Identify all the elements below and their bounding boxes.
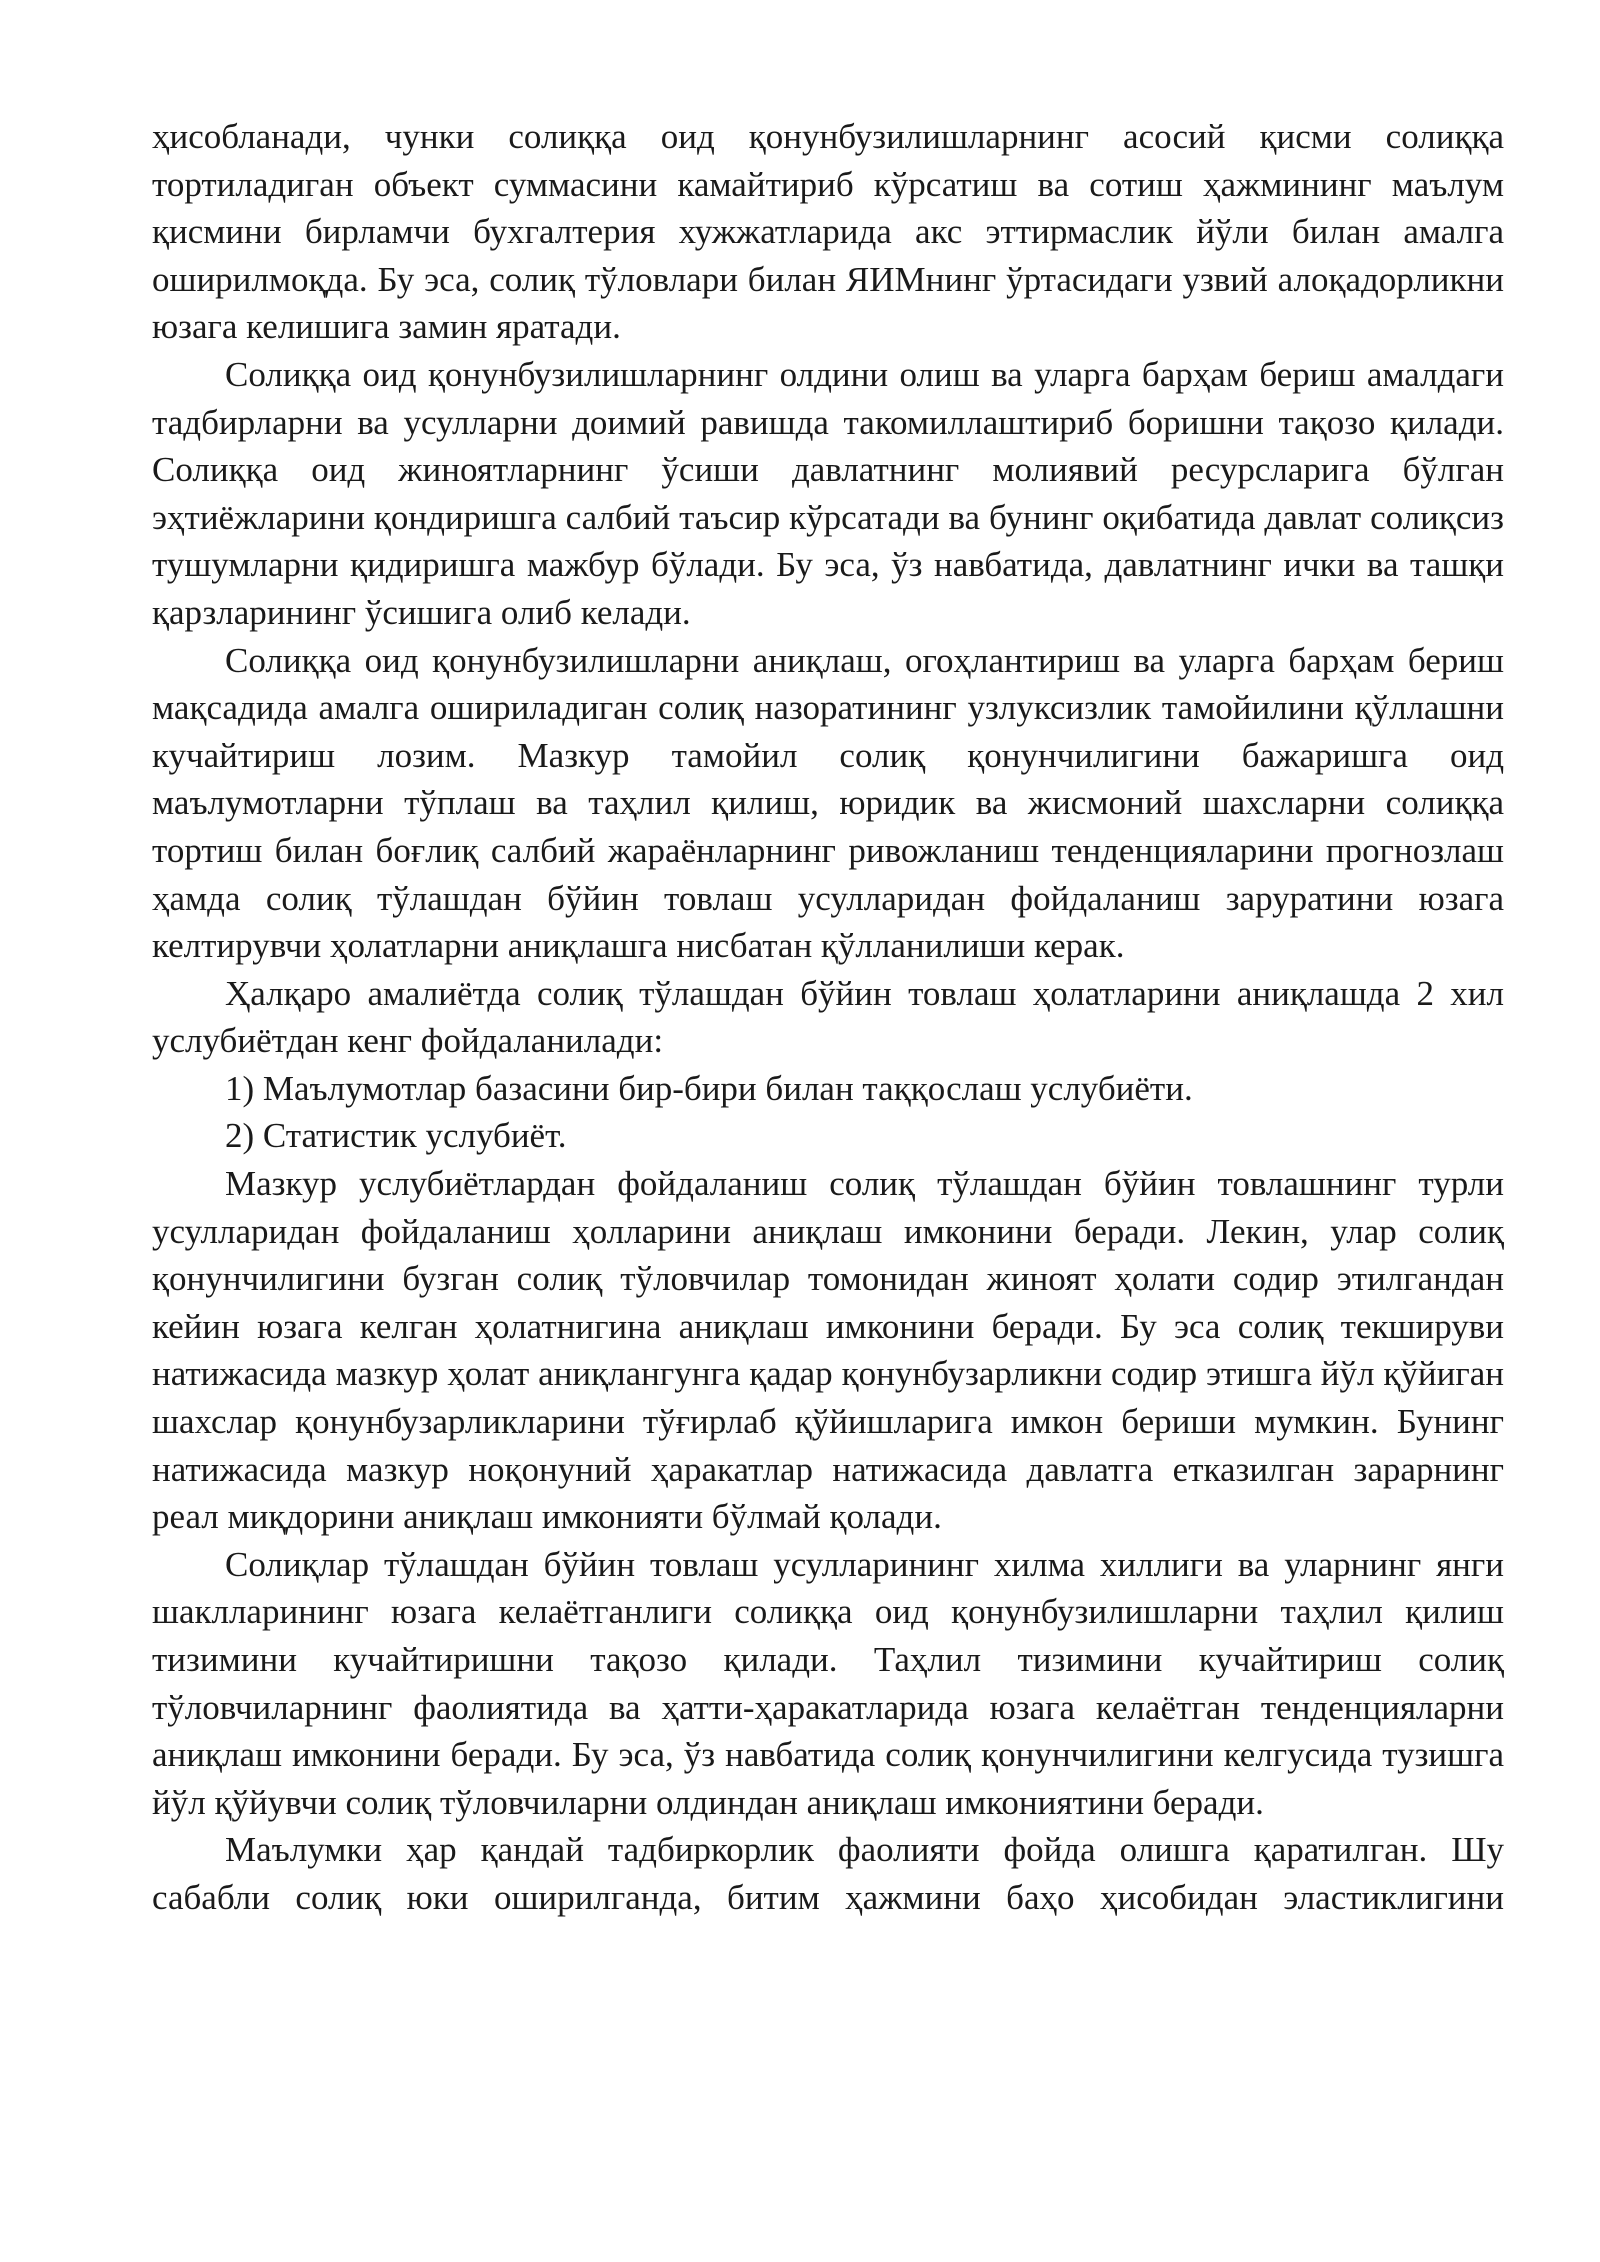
document-body	[152, 113, 1504, 1922]
list-item-2: 2) Статистик услубиёт.	[225, 1116, 567, 1156]
paragraph-1: ҳисобланади, чунки солиққа оид қонунбузилишларнинг асосий қисми солиққа тортиладиган объект суммасини камайтириб кўрсатиш ва сотиш ҳажмининг маълум қисмини бирламчи бухгалтерия хужжатларида акс эттирмаслик йўли билан амалга оширилмоқда. Бу эса, солиқ тўловлари билан ЯИМнинг ўртасидаги узвий алоқадорликни юзага келишига замин яратади.	[152, 117, 1504, 347]
paragraph-5: Мазкур услубиётлардан фойдаланиш солиқ тўлашдан бўйин товлашнинг турли усулларидан фойдаланиш ҳолларини аниқлаш имконини беради. Лекин, улар солиқ қонунчилигини бузган солиқ тўловчилар томонидан жиноят ҳолати содир этилгандан кейин юзага келган ҳолатнигина аниқлаш имконини беради. Бу эса солиқ текшируви натижасида мазкур ҳолат аниқлангунга қадар қонунбузарликни содир этишга йўл қўйиган шахслар қонунбузарликларини тўғирлаб қўйишларига имкон бериши мумкин. Бунинг натижасида мазкур ноқонуний ҳаракатлар натижасида давлатга етказилган зарарнинг реал миқдорини аниқлаш имконияти бўлмай қолади.	[152, 1164, 1504, 1537]
list-item-1: 1) Маълумотлар базасини бир-бири билан таққослаш услубиёти.	[225, 1068, 1193, 1108]
paragraph-3: Солиққа оид қонунбузилишларни аниқлаш, огоҳлантириш ва уларга барҳам бериш мақсадида амалга ошириладиган солиқ назоратининг узлуксизлик тамойилини қўллашни кучайтириш лозим. Мазкур тамойил солиқ қонунчилигини бажаришга оид маълумотларни тўплаш ва таҳлил қилиш, юридик ва жисмоний шахсларни солиққа тортиш билан боғлиқ салбий жараёнларнинг ривожланиш тенденцияларини прогнозлаш ҳамда солиқ тўлашдан бўйин товлаш усулларидан фойдаланиш заруратини юзага келтирувчи ҳолатларни аниқлашга нисбатан қўлланилиши керак.	[152, 640, 1504, 966]
paragraph-2: Солиққа оид қонунбузилишларнинг олдини олиш ва уларга барҳам бериш амалдаги тадбирларни ва усулларни доимий равишда такомиллаштириб боришни тақозо қилади. Солиққа оид жиноятларнинг ўсиши давлатнинг молиявий ресурсларига бўлган эҳтиёжларини қондиришга салбий таъсир кўрсатади ва бунинг оқибатида давлат солиқсиз тушумларни қидиришга мажбур бўлади. Бу эса, ўз навбатида, давлатнинг ички ва ташқи қарзларининг ўсишига олиб келади.	[152, 354, 1504, 632]
paragraph-6: Солиқлар тўлашдан бўйин товлаш усулларининг хилма хиллиги ва уларнинг янги шаклларининг юзага келаётганлиги солиққа оид қонунбузилишларни таҳлил қилиш тизимини кучайтиришни тақозо қилади. Таҳлил тизимини кучайтириш солиқ тўловчиларнинг фаолиятида ва ҳатти-ҳаракатларида юзага келаётган тенденцияларни аниқлаш имконини беради. Бу эса, ўз навбатида солиқ қонунчилигини келгусида тузишга йўл қўйувчи солиқ тўловчиларни олдиндан аниқлаш имкониятини беради.	[152, 1544, 1504, 1822]
paragraph-7: Маълумки ҳар қандай тадбиркорлик фаолияти фойда олишга қаратилган. Шу сабабли солиқ юки оширилганда, битим ҳажмини баҳо ҳисобидан эластиклигини	[152, 1830, 1504, 1917]
paragraph-4: Ҳалқаро амалиётда солиқ тўлашдан бўйин товлаш ҳолатларини аниқлашда 2 хил услубиётдан кенг фойдаланилади:	[152, 973, 1504, 1061]
